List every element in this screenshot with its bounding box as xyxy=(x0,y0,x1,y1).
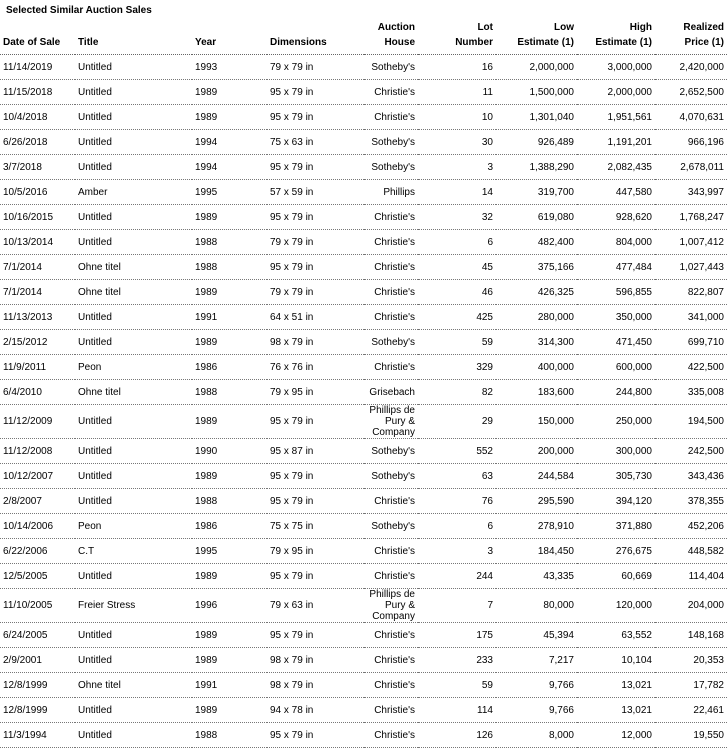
cell-date: 6/4/2010 xyxy=(0,380,75,405)
table-row xyxy=(0,673,727,698)
cell-high-estimate: 305,730 xyxy=(577,464,655,489)
cell-realized-price: 341,000 xyxy=(655,305,727,330)
cell-low-estimate: 45,394 xyxy=(496,623,577,648)
cell-year: 1995 xyxy=(192,180,267,205)
header-realized-price: Realized Price (1) xyxy=(655,18,727,55)
cell-title: Untitled xyxy=(75,205,192,230)
cell-dimensions: 64 x 51 in xyxy=(267,305,364,330)
cell-low-estimate: 280,000 xyxy=(496,305,577,330)
cell-auction-house: Phillips xyxy=(364,180,418,205)
table-row xyxy=(0,564,727,589)
cell-high-estimate: 1,191,201 xyxy=(577,130,655,155)
cell-title: Peon xyxy=(75,514,192,539)
cell-date: 6/26/2018 xyxy=(0,130,75,155)
cell-lot-number: 552 xyxy=(418,439,496,464)
cell-date: 11/9/2011 xyxy=(0,355,75,380)
cell-title: Untitled xyxy=(75,648,192,673)
cell-title: Untitled xyxy=(75,80,192,105)
cell-auction-house: Christie's xyxy=(364,230,418,255)
cell-low-estimate: 1,301,040 xyxy=(496,105,577,130)
header-high-estimate: High Estimate (1) xyxy=(577,18,655,55)
cell-lot-number: 76 xyxy=(418,489,496,514)
cell-high-estimate: 1,951,561 xyxy=(577,105,655,130)
table-row xyxy=(0,55,727,80)
table-row xyxy=(0,330,727,355)
cell-title: Untitled xyxy=(75,105,192,130)
cell-realized-price: 1,768,247 xyxy=(655,205,727,230)
cell-title: Untitled xyxy=(75,564,192,589)
cell-title: Ohne titel xyxy=(75,380,192,405)
cell-low-estimate: 926,489 xyxy=(496,130,577,155)
cell-high-estimate: 471,450 xyxy=(577,330,655,355)
header-auction-house: Auction House xyxy=(364,18,418,55)
cell-title: Ohne titel xyxy=(75,280,192,305)
cell-auction-house: Sotheby's xyxy=(364,330,418,355)
cell-realized-price: 1,027,443 xyxy=(655,255,727,280)
auction-sales-table xyxy=(0,18,727,748)
cell-low-estimate: 278,910 xyxy=(496,514,577,539)
table-row xyxy=(0,230,727,255)
cell-dimensions: 79 x 79 in xyxy=(267,280,364,305)
cell-lot-number: 233 xyxy=(418,648,496,673)
cell-low-estimate: 8,000 xyxy=(496,723,577,748)
cell-high-estimate: 250,000 xyxy=(577,405,655,439)
cell-date: 10/5/2016 xyxy=(0,180,75,205)
cell-lot-number: 82 xyxy=(418,380,496,405)
table-row xyxy=(0,255,727,280)
cell-low-estimate: 314,300 xyxy=(496,330,577,355)
cell-year: 1989 xyxy=(192,80,267,105)
cell-date: 7/1/2014 xyxy=(0,255,75,280)
cell-lot-number: 3 xyxy=(418,539,496,564)
cell-date: 11/3/1994 xyxy=(0,723,75,748)
cell-lot-number: 14 xyxy=(418,180,496,205)
cell-low-estimate: 375,166 xyxy=(496,255,577,280)
cell-dimensions: 79 x 79 in xyxy=(267,230,364,255)
table-row xyxy=(0,648,727,673)
cell-dimensions: 95 x 79 in xyxy=(267,564,364,589)
cell-low-estimate: 9,766 xyxy=(496,698,577,723)
cell-auction-house: Christie's xyxy=(364,489,418,514)
table-row xyxy=(0,698,727,723)
cell-year: 1988 xyxy=(192,230,267,255)
cell-realized-price: 114,404 xyxy=(655,564,727,589)
cell-date: 7/1/2014 xyxy=(0,280,75,305)
cell-low-estimate: 2,000,000 xyxy=(496,55,577,80)
cell-high-estimate: 10,104 xyxy=(577,648,655,673)
cell-year: 1989 xyxy=(192,105,267,130)
cell-high-estimate: 600,000 xyxy=(577,355,655,380)
cell-realized-price: 422,500 xyxy=(655,355,727,380)
cell-lot-number: 29 xyxy=(418,405,496,439)
cell-lot-number: 45 xyxy=(418,255,496,280)
cell-low-estimate: 183,600 xyxy=(496,380,577,405)
cell-lot-number: 244 xyxy=(418,564,496,589)
cell-date: 12/5/2005 xyxy=(0,564,75,589)
cell-title: C.T xyxy=(75,539,192,564)
cell-dimensions: 95 x 79 in xyxy=(267,255,364,280)
cell-dimensions: 79 x 79 in xyxy=(267,55,364,80)
cell-auction-house: Christie's xyxy=(364,623,418,648)
cell-lot-number: 6 xyxy=(418,514,496,539)
cell-realized-price: 17,782 xyxy=(655,673,727,698)
cell-low-estimate: 1,500,000 xyxy=(496,80,577,105)
cell-realized-price: 194,500 xyxy=(655,405,727,439)
cell-year: 1991 xyxy=(192,305,267,330)
cell-low-estimate: 619,080 xyxy=(496,205,577,230)
header-year: Year xyxy=(192,18,267,55)
cell-auction-house: Christie's xyxy=(364,564,418,589)
cell-low-estimate: 80,000 xyxy=(496,589,577,623)
table-row xyxy=(0,280,727,305)
cell-high-estimate: 60,669 xyxy=(577,564,655,589)
cell-low-estimate: 1,388,290 xyxy=(496,155,577,180)
cell-lot-number: 7 xyxy=(418,589,496,623)
table-row xyxy=(0,130,727,155)
cell-date: 11/15/2018 xyxy=(0,80,75,105)
cell-year: 1991 xyxy=(192,673,267,698)
cell-dimensions: 95 x 79 in xyxy=(267,105,364,130)
cell-year: 1995 xyxy=(192,539,267,564)
cell-lot-number: 175 xyxy=(418,623,496,648)
cell-realized-price: 242,500 xyxy=(655,439,727,464)
cell-year: 1989 xyxy=(192,698,267,723)
cell-date: 2/8/2007 xyxy=(0,489,75,514)
cell-date: 6/22/2006 xyxy=(0,539,75,564)
cell-low-estimate: 400,000 xyxy=(496,355,577,380)
cell-realized-price: 378,355 xyxy=(655,489,727,514)
cell-realized-price: 343,436 xyxy=(655,464,727,489)
table-row xyxy=(0,380,727,405)
cell-auction-house: Christie's xyxy=(364,80,418,105)
cell-high-estimate: 804,000 xyxy=(577,230,655,255)
cell-title: Untitled xyxy=(75,305,192,330)
cell-realized-price: 148,168 xyxy=(655,623,727,648)
cell-date: 3/7/2018 xyxy=(0,155,75,180)
cell-high-estimate: 13,021 xyxy=(577,673,655,698)
cell-auction-house: Sotheby's xyxy=(364,55,418,80)
cell-lot-number: 6 xyxy=(418,230,496,255)
cell-dimensions: 98 x 79 in xyxy=(267,673,364,698)
table-body xyxy=(0,55,727,748)
cell-dimensions: 76 x 76 in xyxy=(267,355,364,380)
table-row xyxy=(0,155,727,180)
cell-auction-house: Christie's xyxy=(364,698,418,723)
cell-title: Freier Stress xyxy=(75,589,192,623)
cell-high-estimate: 350,000 xyxy=(577,305,655,330)
cell-title: Untitled xyxy=(75,698,192,723)
cell-dimensions: 94 x 78 in xyxy=(267,698,364,723)
cell-realized-price: 20,353 xyxy=(655,648,727,673)
cell-high-estimate: 13,021 xyxy=(577,698,655,723)
table-row xyxy=(0,180,727,205)
cell-dimensions: 95 x 87 in xyxy=(267,439,364,464)
cell-date: 11/13/2013 xyxy=(0,305,75,330)
cell-dimensions: 95 x 79 in xyxy=(267,155,364,180)
cell-year: 1989 xyxy=(192,280,267,305)
cell-title: Untitled xyxy=(75,405,192,439)
cell-high-estimate: 2,000,000 xyxy=(577,80,655,105)
table-row xyxy=(0,80,727,105)
cell-high-estimate: 928,620 xyxy=(577,205,655,230)
cell-title: Untitled xyxy=(75,439,192,464)
header-dimensions: Dimensions xyxy=(267,18,364,55)
cell-high-estimate: 63,552 xyxy=(577,623,655,648)
table-row xyxy=(0,589,727,623)
cell-auction-house: Christie's xyxy=(364,673,418,698)
cell-year: 1989 xyxy=(192,648,267,673)
cell-realized-price: 343,997 xyxy=(655,180,727,205)
cell-high-estimate: 3,000,000 xyxy=(577,55,655,80)
cell-date: 10/13/2014 xyxy=(0,230,75,255)
header-title: Title xyxy=(75,18,192,55)
cell-auction-house: Christie's xyxy=(364,205,418,230)
cell-dimensions: 98 x 79 in xyxy=(267,648,364,673)
cell-title: Untitled xyxy=(75,330,192,355)
cell-auction-house: Grisebach xyxy=(364,380,418,405)
cell-auction-house: Christie's xyxy=(364,105,418,130)
cell-lot-number: 63 xyxy=(418,464,496,489)
cell-high-estimate: 244,800 xyxy=(577,380,655,405)
cell-year: 1988 xyxy=(192,489,267,514)
cell-auction-house: Sotheby's xyxy=(364,464,418,489)
cell-high-estimate: 477,484 xyxy=(577,255,655,280)
table-row xyxy=(0,489,727,514)
cell-title: Ohne titel xyxy=(75,255,192,280)
table-row xyxy=(0,439,727,464)
cell-realized-price: 19,550 xyxy=(655,723,727,748)
table-row xyxy=(0,355,727,380)
cell-auction-house: Phillips de Pury & Company xyxy=(364,589,418,623)
cell-year: 1988 xyxy=(192,380,267,405)
table-row xyxy=(0,205,727,230)
header-lot-number: Lot Number xyxy=(418,18,496,55)
cell-auction-house: Sotheby's xyxy=(364,439,418,464)
cell-realized-price: 4,070,631 xyxy=(655,105,727,130)
cell-year: 1986 xyxy=(192,514,267,539)
cell-auction-house: Sotheby's xyxy=(364,130,418,155)
cell-lot-number: 11 xyxy=(418,80,496,105)
table-title: Selected Similar Auction Sales xyxy=(6,5,152,16)
cell-year: 1989 xyxy=(192,405,267,439)
cell-lot-number: 3 xyxy=(418,155,496,180)
cell-title: Untitled xyxy=(75,489,192,514)
cell-date: 12/8/1999 xyxy=(0,698,75,723)
cell-date: 2/9/2001 xyxy=(0,648,75,673)
cell-dimensions: 95 x 79 in xyxy=(267,623,364,648)
cell-high-estimate: 120,000 xyxy=(577,589,655,623)
cell-auction-house: Christie's xyxy=(364,723,418,748)
cell-lot-number: 59 xyxy=(418,330,496,355)
cell-auction-house: Christie's xyxy=(364,539,418,564)
table-row xyxy=(0,623,727,648)
table-row xyxy=(0,514,727,539)
cell-high-estimate: 596,855 xyxy=(577,280,655,305)
cell-realized-price: 822,807 xyxy=(655,280,727,305)
cell-auction-house: Sotheby's xyxy=(364,155,418,180)
header-date: Date of Sale xyxy=(0,18,75,55)
cell-low-estimate: 200,000 xyxy=(496,439,577,464)
cell-year: 1989 xyxy=(192,464,267,489)
cell-high-estimate: 12,000 xyxy=(577,723,655,748)
cell-date: 10/12/2007 xyxy=(0,464,75,489)
cell-date: 6/24/2005 xyxy=(0,623,75,648)
table-row xyxy=(0,723,727,748)
cell-dimensions: 95 x 79 in xyxy=(267,405,364,439)
cell-lot-number: 126 xyxy=(418,723,496,748)
cell-year: 1989 xyxy=(192,623,267,648)
cell-title: Ohne titel xyxy=(75,673,192,698)
cell-year: 1988 xyxy=(192,255,267,280)
cell-auction-house: Christie's xyxy=(364,255,418,280)
cell-auction-house: Christie's xyxy=(364,305,418,330)
cell-lot-number: 32 xyxy=(418,205,496,230)
cell-low-estimate: 319,700 xyxy=(496,180,577,205)
cell-low-estimate: 295,590 xyxy=(496,489,577,514)
cell-title: Untitled xyxy=(75,723,192,748)
cell-year: 1989 xyxy=(192,330,267,355)
cell-auction-house: Christie's xyxy=(364,280,418,305)
cell-realized-price: 204,000 xyxy=(655,589,727,623)
cell-year: 1994 xyxy=(192,155,267,180)
cell-lot-number: 114 xyxy=(418,698,496,723)
table-row xyxy=(0,105,727,130)
cell-high-estimate: 394,120 xyxy=(577,489,655,514)
cell-date: 10/14/2006 xyxy=(0,514,75,539)
cell-realized-price: 335,008 xyxy=(655,380,727,405)
cell-realized-price: 2,420,000 xyxy=(655,55,727,80)
header-row xyxy=(0,18,727,55)
table-row xyxy=(0,405,727,439)
cell-lot-number: 10 xyxy=(418,105,496,130)
cell-realized-price: 2,652,500 xyxy=(655,80,727,105)
cell-dimensions: 95 x 79 in xyxy=(267,205,364,230)
table-row xyxy=(0,539,727,564)
cell-year: 1989 xyxy=(192,205,267,230)
cell-low-estimate: 9,766 xyxy=(496,673,577,698)
cell-dimensions: 98 x 79 in xyxy=(267,330,364,355)
cell-year: 1996 xyxy=(192,589,267,623)
cell-year: 1993 xyxy=(192,55,267,80)
cell-realized-price: 22,461 xyxy=(655,698,727,723)
cell-title: Amber xyxy=(75,180,192,205)
cell-high-estimate: 371,880 xyxy=(577,514,655,539)
cell-realized-price: 2,678,011 xyxy=(655,155,727,180)
cell-lot-number: 46 xyxy=(418,280,496,305)
cell-low-estimate: 43,335 xyxy=(496,564,577,589)
cell-year: 1990 xyxy=(192,439,267,464)
cell-auction-house: Christie's xyxy=(364,648,418,673)
cell-title: Untitled xyxy=(75,230,192,255)
cell-year: 1986 xyxy=(192,355,267,380)
cell-dimensions: 95 x 79 in xyxy=(267,80,364,105)
cell-low-estimate: 7,217 xyxy=(496,648,577,673)
cell-high-estimate: 447,580 xyxy=(577,180,655,205)
cell-lot-number: 30 xyxy=(418,130,496,155)
cell-low-estimate: 150,000 xyxy=(496,405,577,439)
cell-date: 10/4/2018 xyxy=(0,105,75,130)
table-row xyxy=(0,305,727,330)
cell-year: 1989 xyxy=(192,564,267,589)
cell-dimensions: 79 x 63 in xyxy=(267,589,364,623)
cell-date: 2/15/2012 xyxy=(0,330,75,355)
cell-title: Untitled xyxy=(75,130,192,155)
cell-title: Untitled xyxy=(75,623,192,648)
cell-high-estimate: 2,082,435 xyxy=(577,155,655,180)
cell-title: Untitled xyxy=(75,55,192,80)
cell-dimensions: 95 x 79 in xyxy=(267,464,364,489)
cell-lot-number: 425 xyxy=(418,305,496,330)
cell-auction-house: Christie's xyxy=(364,355,418,380)
cell-auction-house: Sotheby's xyxy=(364,514,418,539)
cell-dimensions: 57 x 59 in xyxy=(267,180,364,205)
cell-date: 11/14/2019 xyxy=(0,55,75,80)
cell-low-estimate: 184,450 xyxy=(496,539,577,564)
cell-high-estimate: 276,675 xyxy=(577,539,655,564)
cell-realized-price: 452,206 xyxy=(655,514,727,539)
cell-dimensions: 75 x 63 in xyxy=(267,130,364,155)
cell-realized-price: 1,007,412 xyxy=(655,230,727,255)
cell-dimensions: 79 x 95 in xyxy=(267,539,364,564)
cell-low-estimate: 426,325 xyxy=(496,280,577,305)
cell-dimensions: 79 x 95 in xyxy=(267,380,364,405)
cell-lot-number: 329 xyxy=(418,355,496,380)
cell-date: 11/12/2008 xyxy=(0,439,75,464)
cell-low-estimate: 482,400 xyxy=(496,230,577,255)
cell-title: Untitled xyxy=(75,464,192,489)
cell-title: Peon xyxy=(75,355,192,380)
table-row xyxy=(0,464,727,489)
cell-low-estimate: 244,584 xyxy=(496,464,577,489)
cell-date: 12/8/1999 xyxy=(0,673,75,698)
cell-auction-house: Phillips de Pury & Company xyxy=(364,405,418,439)
cell-date: 11/10/2005 xyxy=(0,589,75,623)
cell-lot-number: 16 xyxy=(418,55,496,80)
cell-title: Untitled xyxy=(75,155,192,180)
cell-realized-price: 448,582 xyxy=(655,539,727,564)
cell-realized-price: 966,196 xyxy=(655,130,727,155)
cell-realized-price: 699,710 xyxy=(655,330,727,355)
cell-high-estimate: 300,000 xyxy=(577,439,655,464)
cell-dimensions: 95 x 79 in xyxy=(267,723,364,748)
cell-dimensions: 75 x 75 in xyxy=(267,514,364,539)
cell-year: 1988 xyxy=(192,723,267,748)
cell-dimensions: 95 x 79 in xyxy=(267,489,364,514)
cell-year: 1994 xyxy=(192,130,267,155)
cell-lot-number: 59 xyxy=(418,673,496,698)
header-low-estimate: Low Estimate (1) xyxy=(496,18,577,55)
cell-date: 10/16/2015 xyxy=(0,205,75,230)
cell-date: 11/12/2009 xyxy=(0,405,75,439)
